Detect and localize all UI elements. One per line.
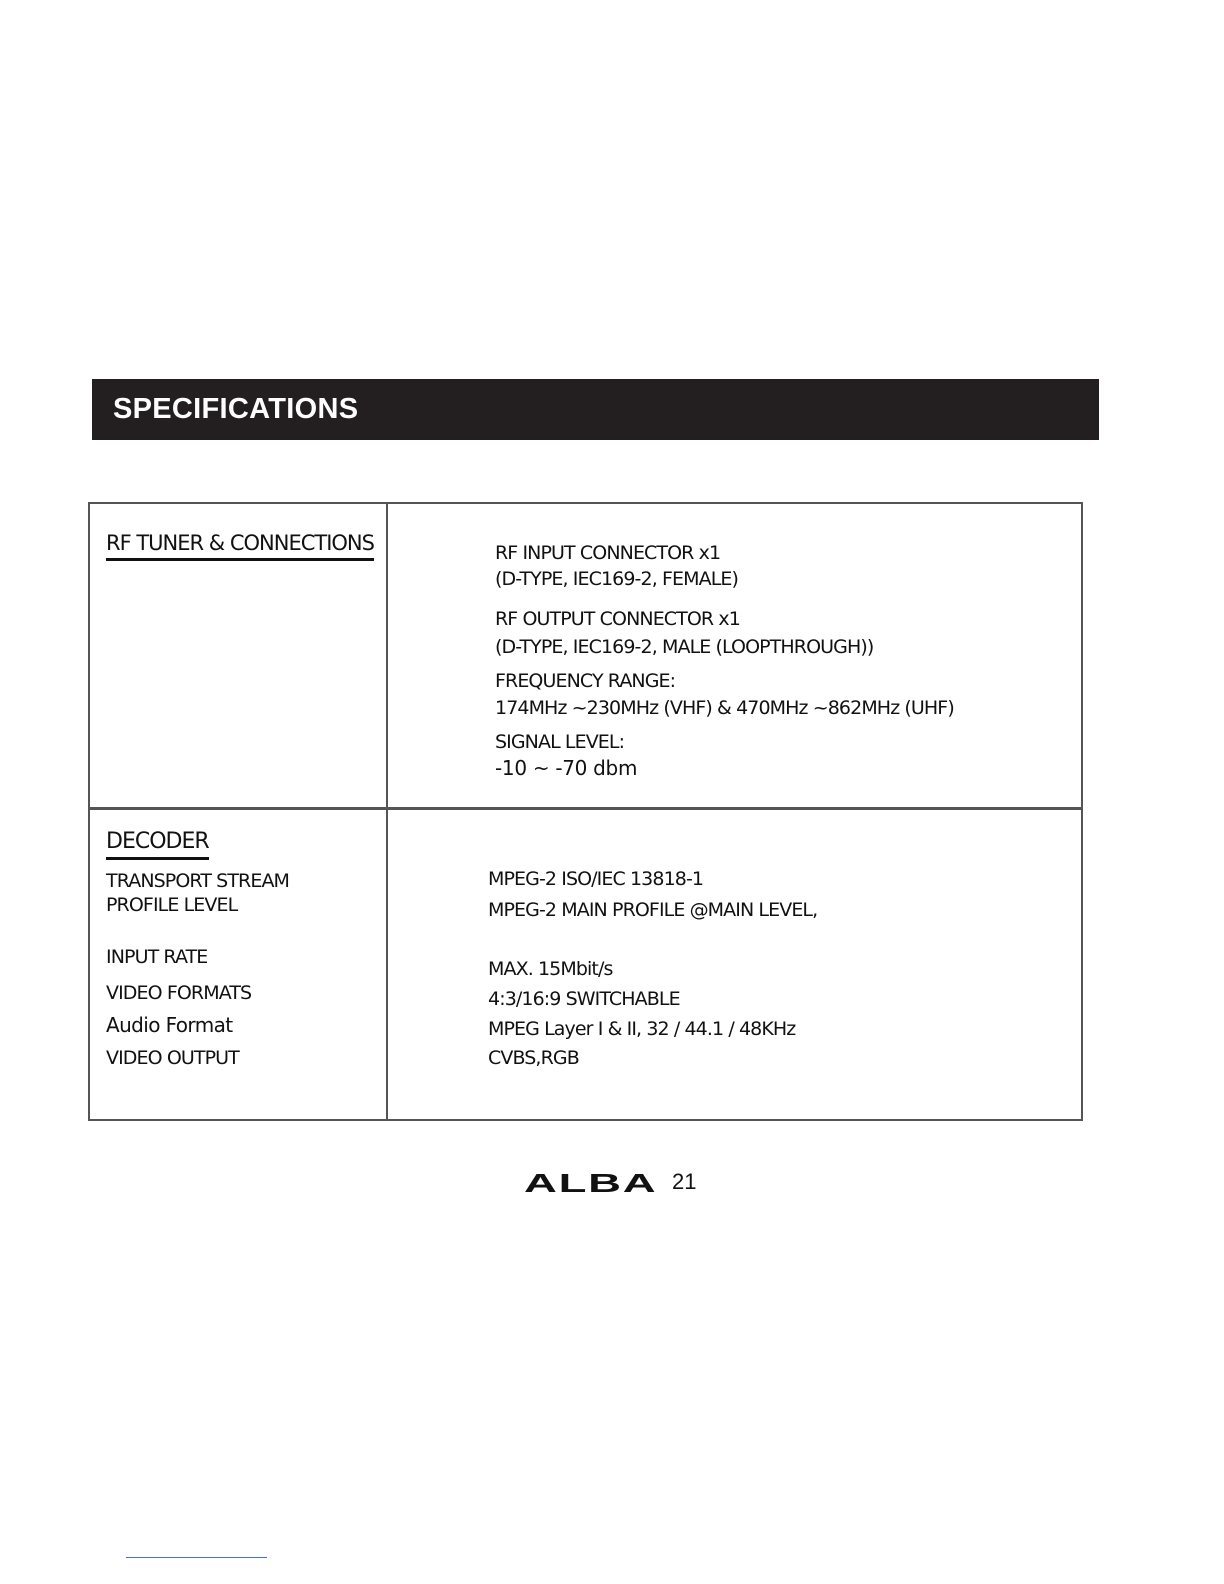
bottom-rule (126, 1557, 267, 1558)
video-output-label: VIDEO OUTPUT (106, 1047, 239, 1069)
video-formats-label: VIDEO FORMATS (106, 982, 252, 1004)
alba-logo: ALBA (524, 1168, 658, 1198)
rf-section-heading: RF TUNER & CONNECTIONS (106, 533, 374, 561)
input-rate-value: MAX. 15Mbit/s (488, 958, 613, 980)
transport-stream-label: TRANSPORT STREAM (106, 870, 290, 892)
audio-format-label: Audio Format (106, 1013, 233, 1037)
page-number: 21 (672, 1169, 697, 1194)
rf-input-connector-type: (D-TYPE, IEC169-2, FEMALE) (495, 568, 738, 590)
audio-format-value: MPEG Layer I & II, 32 / 44.1 / 48KHz (488, 1018, 796, 1040)
column-divider (386, 504, 388, 1119)
frequency-range-label: FREQUENCY RANGE: (495, 670, 676, 692)
row-divider (90, 807, 1081, 810)
profile-level-value: MPEG-2 MAIN PROFILE @MAIN LEVEL, (488, 899, 818, 921)
video-formats-value: 4:3/16:9 SWITCHABLE (488, 988, 680, 1010)
signal-level-value: -10 ~ -70 dbm (495, 756, 638, 780)
rf-input-connector: RF INPUT CONNECTOR x1 (495, 542, 721, 564)
rf-output-connector-type: (D-TYPE, IEC169-2, MALE (LOOPTHROUGH)) (495, 636, 874, 658)
input-rate-label: INPUT RATE (106, 946, 208, 968)
decoder-section-heading: DECODER (106, 831, 209, 860)
frequency-range-value: 174MHz ~230MHz (VHF) & 470MHz ~862MHz (UHF) (495, 697, 954, 719)
transport-stream-value: MPEG-2 ISO/IEC 13818-1 (488, 868, 704, 890)
video-output-value: CVBS,RGB (488, 1047, 579, 1069)
page-title: SPECIFICATIONS (113, 393, 359, 425)
profile-level-label: PROFILE LEVEL (106, 894, 238, 916)
specifications-table (88, 502, 1083, 1121)
signal-level-label: SIGNAL LEVEL: (495, 731, 625, 753)
specifications-banner (92, 379, 1099, 440)
rf-output-connector: RF OUTPUT CONNECTOR x1 (495, 608, 740, 630)
